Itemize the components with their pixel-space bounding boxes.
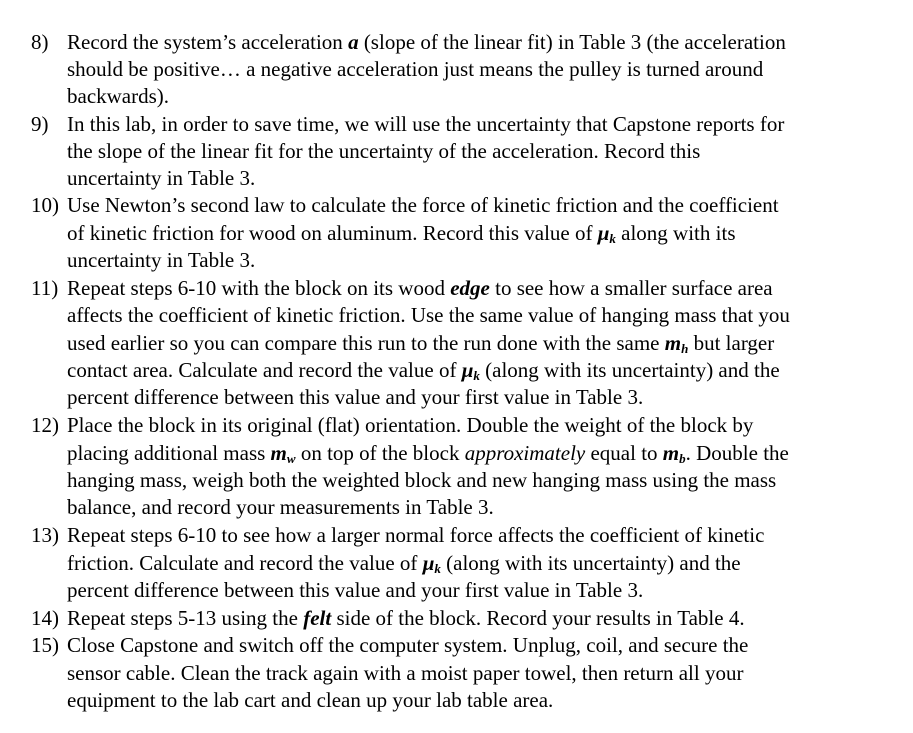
step-line: Repeat steps 5-13 using the felt side of the block. Record your results in Table 4. [67,606,745,630]
step-line: In this lab, in order to save time, we will use the uncertainty that Capstone reports for [67,112,785,136]
step-number: 14) [31,606,59,630]
step-line: affects the coefficient of kinetic friction. Use the same value of hanging mass that you [67,303,790,327]
step-line: Close Capstone and switch off the computer system. Unplug, coil, and secure the [67,633,749,657]
step-number: 10) [31,193,59,217]
step-line: balance, and record your measurements in Table 3. [67,495,494,519]
step-number: 15) [31,633,59,657]
step-line: hanging mass, weigh both the weighted block and new hanging mass using the mass [67,468,777,492]
step-line: Repeat steps 6-10 with the block on its wood edge to see how a smaller surface area [67,276,773,300]
step-line: Repeat steps 6-10 to see how a larger normal force affects the coefficient of kinetic [67,523,765,547]
step-line: contact area. Calculate and record the value of $\mu_k$ (along with its uncertainty) and the [67,358,780,383]
step-line: placing additional mass $m_w$ on top of the block approximately equal to $m_b$. Double the [67,441,789,466]
step-line: equipment to the lab cart and clean up your lab table area. [67,688,554,712]
step-number: 11) [31,276,59,300]
step-line: used earlier so you can compare this run to the run done with the same $m_h$ but larger [67,331,775,356]
step-line: uncertainty in Table 3. [67,166,256,190]
step-line: percent difference between this value and your first value in Table 3. [67,578,644,602]
step-line: the slope of the linear fit for the uncertainty of the acceleration. Record this [67,139,701,163]
step-number: 13) [31,523,59,547]
step-line: sensor cable. Clean the track again with a moist paper towel, then return all your [67,661,744,685]
step-number: 9) [31,112,49,136]
step-line: uncertainty in Table 3. [67,248,256,272]
step-line: of kinetic friction for wood on aluminum. Record this value of $\mu_k$ along with its [67,221,736,246]
step-number: 12) [31,413,59,437]
step-line: friction. Calculate and record the value of $\mu_k$ (along with its uncertainty) and the [67,551,741,576]
step-line: backwards). [67,84,170,108]
step-line: Use Newton’s second law to calculate the force of kinetic friction and the coefficient [67,193,779,217]
step-line: should be positive… a negative acceleration just means the pulley is turned around [67,57,764,81]
step-line: Place the block in its original (flat) orientation. Double the weight of the block by [67,413,754,437]
step-line: Record the system’s acceleration a (slope of the linear fit) in Table 3 (the acceleration [67,30,786,54]
step-number: 8) [31,30,49,54]
step-line: percent difference between this value and your first value in Table 3. [67,385,644,409]
